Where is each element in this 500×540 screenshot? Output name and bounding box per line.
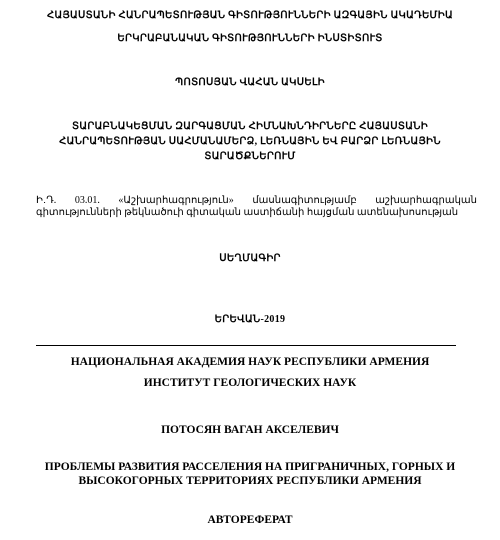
russian-title-line-1: ПРОБЛЕМЫ РАЗВИТИЯ РАССЕЛЕНИЯ НА ПРИГРАНИЧНЫХ, ГОРНЫХ И [44, 461, 456, 473]
specialty-code-line-1 [36, 195, 477, 207]
armenian-title-line-1: ՏԱՐԱԲՆԱԿԵՑՄԱՆ ԶԱՐԳԱՑՄԱՆ ՀԻՄՆԱԽՆԴԻՐՆԵՐԸ ՀԱՅԱՍՏԱՆԻ [72, 121, 428, 132]
armenian-author-name: ՊՈՏՈՍՅԱՆ ՎԱՀԱՆ ԱԿՍԵԼԻ [175, 77, 325, 88]
armenian-academy-heading: ՀԱՅԱՍՏԱՆԻ ՀԱՆՐԱՊԵՏՈՒԹՅԱՆ ԳԻՏՈՒԹՅՈՒՆՆԵՐԻ ԱԶԳԱՅԻՆ ԱԿԱԴԵՄԻԱ [47, 10, 453, 21]
armenian-title-line-2: ՀԱՆՐԱՊԵՏՈՒԹՅԱՆ ՍԱՀՄԱՆԱՄԵՐՁ, ԼԵՌՆԱՅԻՆ ԵՎ ԲԱՐՁՐ ԼԵՌՆԱՅԻՆ [59, 136, 441, 147]
russian-academy-heading: НАЦИОНАЛЬНАЯ АКАДЕМИЯ НАУК РЕСПУБЛИКИ АРМЕНИЯ [70, 356, 430, 368]
code-word: մասնագիտությամբ [252, 195, 357, 206]
armenian-institute-heading: ԵՐԿՐԱԲԱՆԱԿԱՆ ԳԻՏՈՒԹՅՈՒՆՆԵՐԻ ԻՆՍՏԻՏՈՒՏ [117, 33, 383, 44]
armenian-city-year: ԵՐԵՎԱՆ-2019 [214, 314, 286, 325]
specialty-code-line-2: գիտությունների թեկնածուի գիտական աստիճանի հայցման ատենախոսության [36, 207, 459, 218]
armenian-abstract-label: ՍԵՂՄԱԳԻՐ [219, 253, 281, 264]
russian-abstract-label: АВТОРЕФЕРАТ [207, 514, 293, 526]
code-word: «Աշխարհագրություն» [118, 195, 234, 206]
russian-title-line-2: ВЫСОКОГОРНЫХ ТЕРРИТОРИЯХ РЕСПУБЛИКИ АРМЕНИЯ [78, 475, 422, 487]
russian-institute-heading: ИНСТИТУТ ГЕОЛОГИЧЕСКИХ НАУК [143, 377, 357, 389]
code-word: 03.01. [74, 195, 100, 206]
armenian-title-line-3: ՏԱՐԱԾՔՆԵՐՈՒՄ [204, 151, 296, 162]
code-word: աշխարհագրական [375, 195, 477, 206]
code-word: Ի․Դ. [36, 195, 57, 206]
specialty-code-paragraph [36, 195, 477, 219]
section-divider [36, 345, 456, 346]
russian-author-name: ПОТОСЯН ВАГАН АКСЕЛЕВИЧ [161, 424, 339, 436]
